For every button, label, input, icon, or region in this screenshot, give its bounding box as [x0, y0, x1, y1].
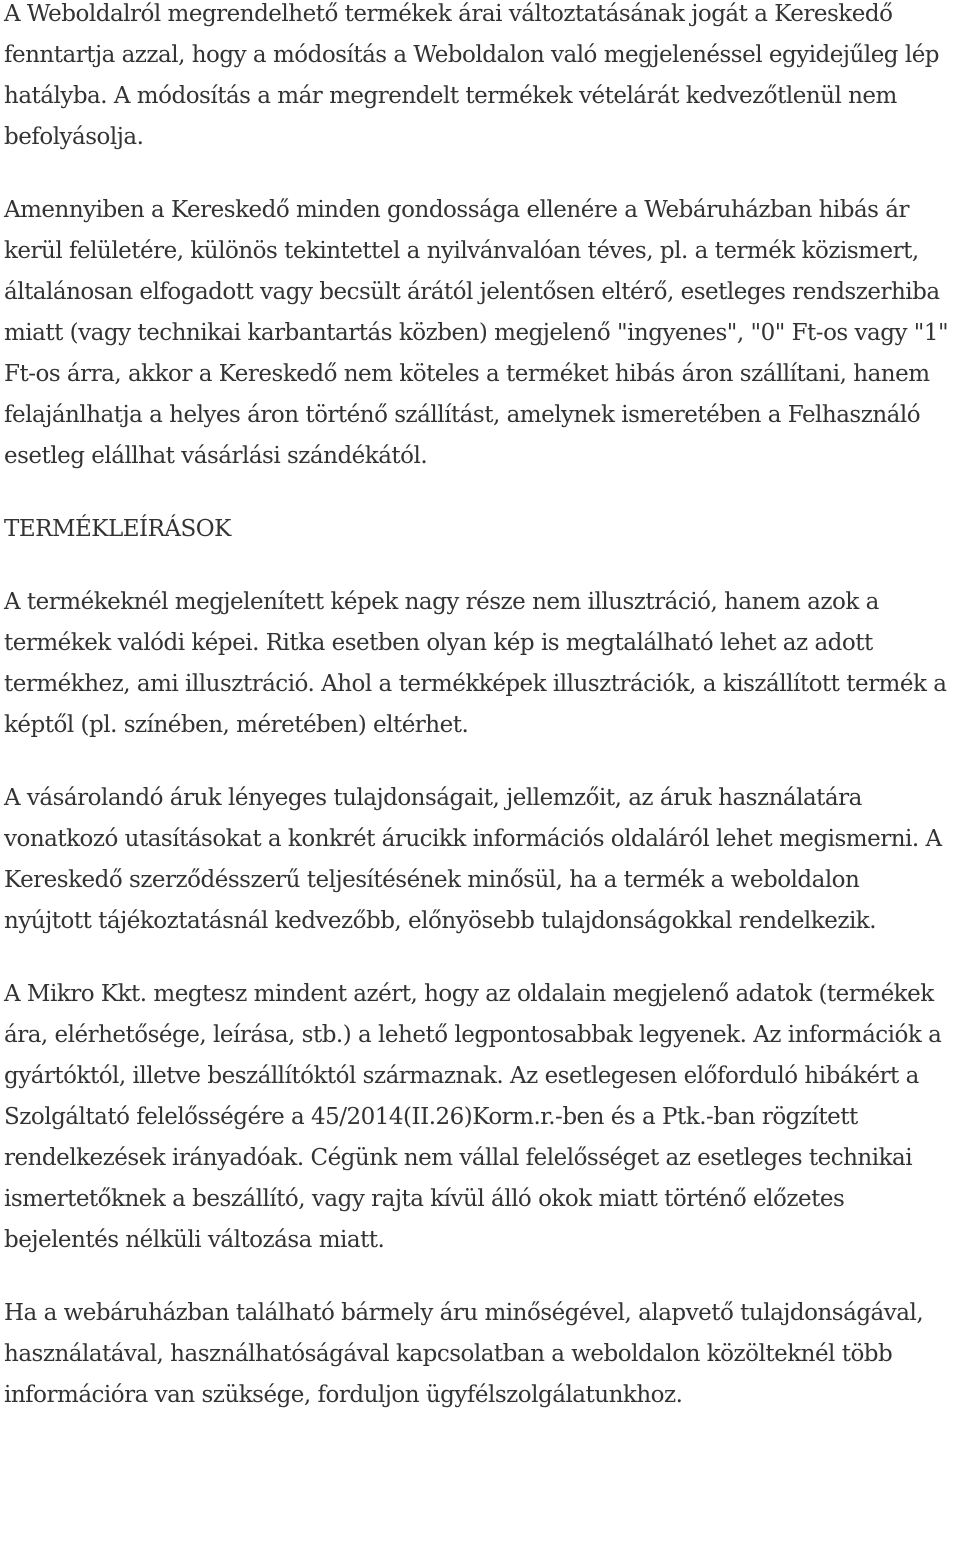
- paragraph-pricing-error: Amennyiben a Kereskedő minden gondossága ellenére a Webáruházban hibás ár kerül felületére, különös tekintettel a nyilvánvalóan téves, pl. a termék közismert, általánosan elfogadott vagy becsült árától jelentősen eltérő, esetleges rendszerhiba miatt (vagy technikai karbantartás közben) megjelenő "ingyenes", "0" Ft-os vagy "1" Ft-os árra, akkor a Kereskedő nem köteles a terméket hibás áron szállítani, hanem felajánlhatja a helyes áron történő szállítást, amelynek ismeretében a Felhasználó esetleg elállhat vásárlási szándékától.: [4, 197, 949, 469]
- paragraph-data-accuracy: A Mikro Kkt. megtesz mindent azért, hogy az oldalain megjelenő adatok (termékek ára, elérhetősége, leírása, stb.) a lehető legpontosabbak legyenek. Az információk a gyártóktól, illetve beszállítóktól származnak. Az esetlegesen előforduló hibákért a Szolgáltató felelősségére a 45/2014(II.26)Korm.r.-ben és a Ptk.-ban rögzített rendelkezések irányadóak. Cégünk nem vállal felelősséget az esetleges technikai ismertetőknek a beszállító, vagy rajta kívül álló okok miatt történő előzetes bejelentés nélküli változása miatt.: [4, 981, 942, 1253]
- paragraph-product-properties: A vásárolandó áruk lényeges tulajdonságait, jellemzőit, az áruk használatára vonatkozó utasításokat a konkrét árucikk információs oldaláról lehet megismerni. A Kereskedő szerződésszerű teljesítésének minősül, ha a termék a weboldalon nyújtott tájékoztatásnál kedvezőbb, előnyösebb tulajdonságokkal rendelkezik.: [4, 785, 942, 934]
- section-heading-product-descriptions: TERMÉKLEÍRÁSOK: [4, 516, 231, 542]
- paragraph-price-change: A Weboldalról megrendelhető termékek árai változtatásának jogát a Kereskedő fenntartja azzal, hogy a módosítás a Weboldalon való megjelenéssel egyidejűleg lép hatályba. A módosítás a már megrendelt termékek vételárát kedvezőtlenül nem befolyásolja.: [4, 1, 940, 150]
- paragraph-customer-service: Ha a webáruházban található bármely áru minőségével, alapvető tulajdonságával, használatával, használhatóságával kapcsolatban a weboldalon közölteknél több információra van szüksége, forduljon ügyfélszolgálatunkhoz.: [4, 1300, 924, 1408]
- paragraph-product-images: A termékeknél megjelenített képek nagy része nem illusztráció, hanem azok a termékek valódi képei. Ritka esetben olyan kép is megtalálható lehet az adott termékhez, ami illusztráció. Ahol a termékképek illusztrációk, a kiszállított termék a képtől (pl. színében, méretében) eltérhet.: [4, 589, 947, 738]
